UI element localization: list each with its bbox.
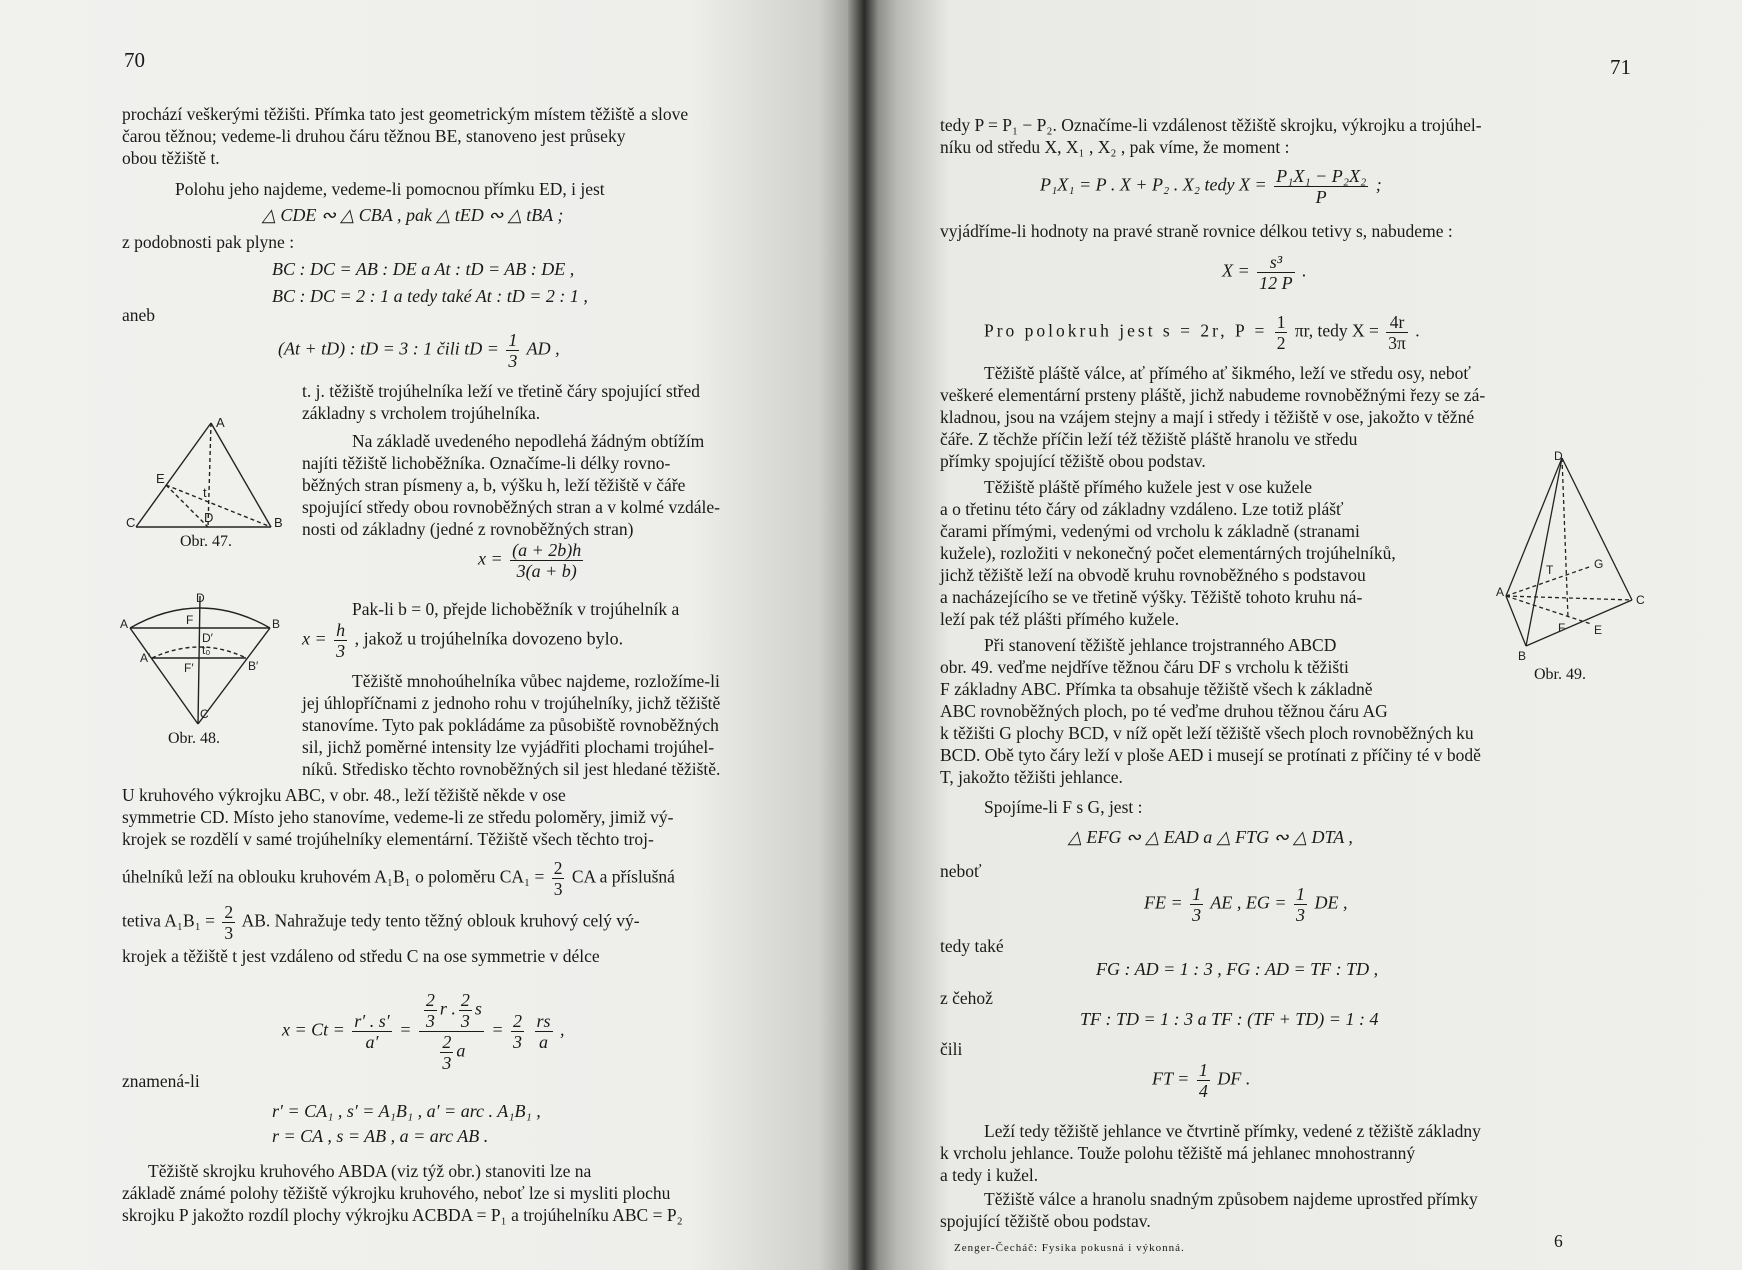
book-gutter: [848, 0, 878, 1270]
formula-text: DE ,: [1314, 892, 1348, 913]
denominator: a′: [365, 1032, 379, 1052]
text-line: a o třetinu této čáry od základny vzdáleno. Lze totiž plášť: [940, 499, 1344, 519]
formula-text: , jakož u trojúhelníka dovozeno bylo.: [354, 628, 624, 649]
text-line: skrojku P jakožto rozdíl plochy výkrojku ACBDA = P₁ a trojúhelníku ABC = P₂: [122, 1205, 683, 1225]
text-line: U kruhového výkrojku ABC, v obr. 48., leží těžiště někde v ose: [122, 785, 566, 805]
numerator: [419, 990, 484, 1032]
formula-row: [122, 902, 640, 943]
page-number: 70: [124, 48, 145, 72]
text-line: obou těžiště t.: [122, 148, 220, 168]
fig-label: B: [274, 515, 283, 530]
fig-label: t: [203, 485, 207, 500]
numerator: 2: [425, 990, 435, 1010]
numerator: 2: [513, 1011, 523, 1031]
text-line: sil, jichž poměrné intensity lze vyjádřiti plochami trojúhel-: [302, 737, 715, 757]
text-line: čáře. Z těchže příčin leží též těžiště pláště hranolu ve středu: [940, 429, 1358, 449]
text-line: Těžiště skrojku kruhového ABDA (viz týž obr.) stanoviti lze na: [148, 1161, 592, 1181]
text-line: Spojíme-li F s G, jest :: [984, 797, 1143, 817]
formula: TF : TD = 1 : 3 a TF : (TF + TD) = 1 : 4: [1080, 1009, 1379, 1029]
numerator: 2: [224, 902, 234, 922]
denominator: P: [1315, 187, 1327, 207]
text-line: veškeré elementární prsteny pláště, jichž nabudeme rovnoběžnými řezy se zá-: [940, 385, 1486, 405]
text-line: z podobnosti pak plyne :: [122, 232, 295, 252]
fraction: [1274, 166, 1368, 207]
formula-text: a: [456, 1040, 466, 1061]
formula-text: x = Ct =: [282, 1019, 345, 1040]
formula-text: úhelníků leží na oblouku kruhovém A₁B₁ o poloměru CA₁ =: [122, 866, 545, 887]
signature-mark: 6: [1554, 1231, 1563, 1251]
text-line: aneb: [122, 305, 156, 325]
text-line: níků. Středisko těchto rovnoběžných sil jest hledané těžiště.: [302, 759, 721, 779]
text-line: t. j. těžiště trojúhelníka leží ve třetině čáry spojující střed: [302, 381, 700, 401]
text-line: neboť: [940, 861, 982, 881]
text-line: a tedy i kužel.: [940, 1165, 1039, 1185]
formula-text: s: [474, 998, 482, 1019]
numerator: 4r: [1386, 312, 1408, 333]
numerator: 1: [508, 330, 518, 350]
text-line: a nacházejícího se ve třetině výšky. Těžiště tohoto kruhu ná-: [940, 587, 1363, 607]
denominator: 2: [1276, 333, 1286, 353]
text-line: tedy P = P₁ − P₂. Označíme-li vzdálenost těžiště skrojku, výkrojku a trojúhel-: [940, 115, 1482, 135]
denominator: a: [539, 1032, 549, 1052]
formula-row: [282, 990, 565, 1073]
denominator: 12 P: [1259, 273, 1293, 293]
formula-text: ;: [1375, 174, 1382, 195]
fig-label: A: [120, 617, 129, 631]
formula-text: Pro polokruh jest s = 2r, P =: [984, 320, 1268, 341]
formula-text: X =: [1222, 260, 1250, 281]
text-line: Pak-li b = 0, přejde lichoběžník v trojúhelník a: [352, 599, 680, 619]
footer-text: Zenger-Čecháč: Fysika pokusná i výkonná.: [954, 1242, 1185, 1254]
formula-row: [1040, 166, 1382, 207]
text-line: jichž těžiště leží na obvodě kruhu rovnoběžného s podstavou: [940, 565, 1366, 585]
text-line: spojující středy obou rovnoběžných stran a v kolmé vzdále-: [302, 497, 720, 517]
text-line: čarou těžnou; vedeme-li druhou čáru těžnou BE, stanoveno jest průseky: [122, 126, 626, 146]
formula-row: [478, 540, 586, 581]
numerator: s³: [1257, 252, 1295, 273]
text-line: přímky spojující těžiště obou podstav.: [940, 451, 1206, 471]
formula-text: FT =: [1152, 1068, 1190, 1089]
fig-label: A′: [140, 651, 151, 665]
fig-label: E: [156, 471, 165, 486]
fraction: [1275, 312, 1288, 353]
fig-label: E: [1594, 623, 1603, 637]
text-line: spojující těžiště obou podstav.: [940, 1211, 1151, 1231]
fraction: [334, 620, 347, 661]
fig-label: F: [186, 613, 194, 627]
text-line: z čehož: [940, 988, 993, 1008]
fig-label: B′: [248, 659, 259, 673]
text-line: čili: [940, 1039, 963, 1059]
formula-text: P₁X₁ = P . X + P₂ . X₂ tedy X =: [1040, 174, 1267, 195]
fraction: [352, 1011, 391, 1052]
fig-label: F′: [184, 661, 194, 675]
numerator: r′ . s′: [354, 1011, 390, 1031]
formula-text: AE , EG =: [1210, 892, 1287, 913]
fig-label: C: [1636, 593, 1645, 607]
fraction: [419, 990, 484, 1073]
text-line: základě známé polohy těžiště výkrojku kruhového, neboť lze si mysliti plochu: [122, 1183, 671, 1203]
text-line: T, jakožto těžišti jehlance.: [940, 767, 1123, 787]
fig-label: T: [1546, 563, 1554, 577]
formula-row: [302, 620, 623, 661]
fig-label: D: [196, 592, 205, 605]
fig-label: B: [272, 617, 280, 631]
formula: r′ = CA₁ , s′ = A₁B₁ , a′ = arc . A₁B₁ ,: [272, 1101, 541, 1121]
text-line: znamená-li: [122, 1071, 200, 1091]
formula: △ CDE ∾ △ CBA , pak △ tED ∾ △ tBA ;: [262, 205, 564, 225]
formula-text: DF .: [1217, 1068, 1251, 1089]
formula: △ EFG ∾ △ EAD a △ FTG ∾ △ DTA ,: [1068, 827, 1353, 847]
numerator: h: [336, 620, 346, 640]
text-line: Při stanovení těžiště jehlance trojstranného ABCD: [984, 635, 1337, 655]
text-line: k vrcholu jehlance. Touže polohu těžiště má jehlanec mnohostranný: [940, 1143, 1416, 1163]
text-line: běžných stran písmeny a, b, výšku h, leží těžiště v čáře: [302, 475, 686, 495]
text-line: BCD. Obě tyto čáry leží v ploše AED i musejí se protínati z příčiny té v bodě: [940, 745, 1481, 765]
fig-label: D: [204, 510, 214, 525]
text-line: základny s vrcholem trojúhelníka.: [302, 403, 541, 423]
formula: BC : DC = AB : DE a At : tD = AB : DE ,: [272, 259, 575, 279]
text-line: krojek se rozdělí v samé trojúhelníky elementární. Těžiště všech těchto troj-: [122, 829, 654, 849]
text-line: Polohu jeho najdeme, vedeme-li pomocnou přímku ED, i jest: [175, 179, 605, 199]
fig-label: D′: [202, 631, 213, 645]
fig-label: B: [1518, 649, 1527, 663]
text-line: obr. 49. veďme nejdříve těžnou čáru DF s vrcholu k těžišti: [940, 657, 1349, 677]
formula: FG : AD = 1 : 3 , FG : AD = TF : TD ,: [1096, 959, 1379, 979]
denominator: 3: [425, 1011, 435, 1031]
figure-49-pyramid: [1496, 448, 1646, 663]
numerator: 2: [442, 1032, 452, 1052]
denominator: 3: [513, 1032, 523, 1052]
formula-row: [122, 858, 675, 899]
formula-text: .: [1302, 260, 1307, 281]
numerator: 2: [553, 858, 563, 878]
text-line: ABC rovnoběžných ploch, po té veďme druhou těžnou čáru AG: [940, 701, 1388, 721]
formula-text: tetiva A₁B₁ =: [122, 910, 216, 931]
denominator: 3: [508, 351, 518, 371]
text-line: kužele), rozložiti v nekonečný počet elementárných trojúhelníků,: [940, 543, 1396, 563]
formula-text: =: [491, 1019, 504, 1040]
fraction: [1257, 252, 1295, 293]
figure-caption: Obr. 48.: [168, 730, 220, 747]
fraction: [1197, 1060, 1210, 1101]
right-page: [862, 0, 1742, 1270]
figure-caption: Obr. 49.: [1534, 666, 1586, 683]
text-line: F základny ABC. Přímka ta obsahuje těžiště všech k základně: [940, 679, 1373, 699]
denominator: 4: [1198, 1081, 1208, 1101]
numerator: rs: [536, 1011, 551, 1031]
formula-row: [984, 312, 1420, 353]
figure-48-sector: [120, 592, 280, 732]
text-line: jej úhlopříčnami z jednoho rohu v trojúhelníky, jichž těžiště: [302, 693, 721, 713]
text-line: leží pak též plášti přímého kužele.: [940, 609, 1180, 629]
text-line: k těžišti G plochy BCD, v níž opět leží těžiště všech ploch rovnoběžných ku: [940, 723, 1474, 743]
numerator: 1: [1192, 884, 1202, 904]
formula-text: .: [1415, 320, 1420, 341]
numerator: 1: [1276, 312, 1286, 332]
denominator: [419, 1032, 484, 1073]
numerator: 1: [1198, 1060, 1208, 1080]
formula-text: πr, tedy X =: [1294, 320, 1379, 341]
text-line: Na základě uvedeného nepodlehá žádným obtížím: [352, 431, 705, 451]
formula-text: AB. Nahražuje tedy tento těžný oblouk kruhový celý vý-: [241, 910, 640, 931]
formula-text: x =: [302, 628, 327, 649]
text-line: kladnou, jsou na vzájem stejny a mají i středy i těžiště v ose, jakožto v těžné: [940, 407, 1475, 427]
formula-row: [1152, 1060, 1250, 1101]
fraction: [424, 990, 437, 1031]
formula-text: =: [399, 1019, 412, 1040]
left-page: [0, 0, 862, 1270]
fraction: [510, 540, 583, 581]
fraction: [459, 990, 472, 1031]
text-line: Těžiště pláště přímého kužele jest v ose kužele: [984, 477, 1312, 497]
text-line: níku od středu X, X₁ , X₂ , pak víme, že moment :: [940, 137, 1290, 157]
denominator: 3: [336, 641, 346, 661]
formula-text: ,: [560, 1019, 565, 1040]
fraction: [222, 902, 235, 943]
fraction: [1190, 884, 1203, 925]
denominator: 3(a + b): [516, 561, 577, 581]
fraction: [1386, 312, 1408, 353]
fig-label: C: [126, 515, 136, 530]
formula: r = CA , s = AB , a = arc AB .: [272, 1126, 489, 1146]
denominator: 3π: [1388, 333, 1406, 353]
formula: BC : DC = 2 : 1 a tedy také At : tD = 2 : 1 ,: [272, 286, 588, 306]
numerator: (a + 2b)h: [512, 540, 582, 560]
fig-label: A: [1496, 585, 1505, 599]
formula-row: [1144, 884, 1347, 925]
denominator: 3: [442, 1053, 452, 1073]
fraction: [440, 1032, 453, 1073]
fig-label: C: [200, 707, 209, 721]
figure-caption: Obr. 47.: [180, 533, 232, 550]
formula-text: (At + tD) : tD = 3 : 1 čili tD =: [278, 338, 499, 359]
fig-label: G: [1594, 557, 1604, 571]
text-line: najíti těžiště lichoběžníka. Označíme-li délky rovno-: [302, 453, 671, 473]
text-line: Těžiště mnohoúhelníka vůbec najdeme, rozložíme-li: [352, 671, 720, 691]
numerator: P₁X₁ − P₂X₂: [1276, 166, 1367, 186]
fraction: [552, 858, 565, 899]
text-line: tedy také: [940, 936, 1004, 956]
text-line: stanovíme. Tyto pak pokládáme za působiště rovnoběžných: [302, 715, 719, 735]
denominator: 3: [553, 879, 563, 899]
figure-47-triangle: [126, 415, 286, 530]
denominator: 3: [1295, 905, 1305, 925]
text-line: symmetrie CD. Místo jeho stanovíme, vedeme-li ze středu poloměry, jimiž vý-: [122, 807, 674, 827]
denominator: 3: [460, 1011, 470, 1031]
denominator: 3: [1192, 905, 1202, 925]
fig-label: F: [1558, 621, 1566, 635]
text-line: Těžiště válce a hranolu snadným způsobem najdeme uprostřed přímky: [984, 1189, 1478, 1209]
formula-text: x =: [478, 548, 503, 569]
denominator: 3: [224, 923, 234, 943]
text-line: vyjádříme-li hodnoty na pravé straně rovnice délkou tetivy s, nabudeme :: [940, 221, 1453, 241]
text-line: nosti od základny (jedné z rovnoběžných stran): [302, 519, 634, 539]
fig-label: A: [216, 415, 225, 430]
formula-row: [278, 330, 560, 371]
text-line: Těžiště pláště válce, ať přímého ať šikmého, leží ve středu osy, neboť: [984, 363, 1471, 383]
page-number: 71: [1610, 55, 1631, 79]
formula-text: AD ,: [526, 338, 560, 359]
formula-text: r .: [439, 998, 456, 1019]
formula-text: FE =: [1144, 892, 1183, 913]
formula-text: CA a příslušná: [571, 866, 675, 887]
fig-label: D: [1554, 449, 1563, 463]
fraction: [506, 330, 519, 371]
text-line: prochází veškerými těžišti. Přímka tato jest geometrickým místem těžiště a slove: [122, 104, 689, 124]
text-line: čarami přímými, vedenými od vrcholu k základně (stranami: [940, 521, 1360, 541]
fraction: [535, 1011, 553, 1052]
formula-row: [1222, 252, 1307, 293]
fig-label: t₀: [202, 643, 211, 657]
text-line: Leží tedy těžiště jehlance ve čtvrtině přímky, vedené z těžiště základny: [984, 1121, 1481, 1141]
fraction: [1294, 884, 1307, 925]
numerator: 2: [460, 990, 470, 1010]
fraction: [511, 1011, 524, 1052]
numerator: 1: [1295, 884, 1305, 904]
text-line: krojek a těžiště t jest vzdáleno od středu C na ose symmetrie v délce: [122, 946, 600, 966]
